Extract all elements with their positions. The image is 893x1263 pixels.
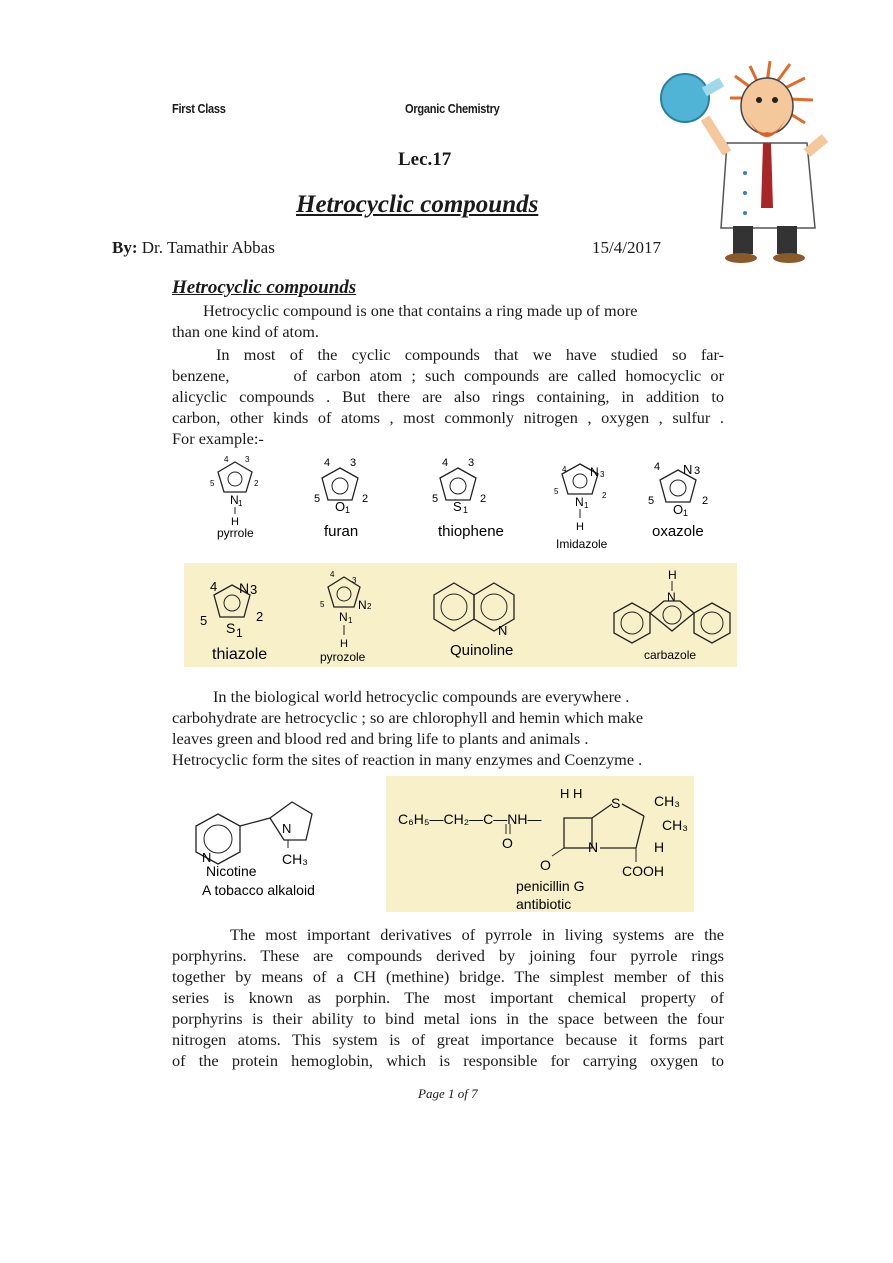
thiazole-structure — [200, 579, 267, 663]
methyl-label: CH₃ — [282, 851, 308, 867]
thiophene-label: thiophene — [438, 523, 504, 540]
atom-label: H — [340, 638, 348, 650]
page-title: Hetrocyclic compounds — [296, 191, 539, 218]
page-number: Page 1 of 7 — [418, 1086, 478, 1101]
side-chain-label: C₆H₅—CH₂—C—NH— — [398, 811, 542, 827]
nicotine-caption: A tobacco alkaloid — [202, 882, 315, 898]
quinoline-structure — [434, 583, 514, 659]
heterocycle-examples-row1 — [200, 450, 740, 560]
methyl-label: CH₃ — [662, 817, 688, 833]
atom-number: 4 — [330, 570, 335, 579]
atom-number: 3 — [600, 470, 605, 479]
pyrrole-structure — [210, 455, 259, 540]
text-line: than one kind of atom. — [172, 322, 319, 341]
pyrazole-label: pyrozole — [320, 650, 366, 664]
penicillin-caption: antibiotic — [516, 896, 572, 912]
atom-label: S — [226, 620, 236, 636]
carbazole-label: carbazole — [644, 648, 697, 662]
atom-number: 4 — [562, 465, 567, 474]
text-line: porphyrins is their ability to bind metal ions in the space between the four — [172, 1009, 724, 1028]
by-label: By: — [112, 238, 138, 257]
atom-number: 3 — [250, 582, 258, 597]
class-label: First Class — [172, 101, 226, 116]
furan-structure — [314, 457, 368, 540]
text-line: For example:- — [172, 429, 264, 448]
thiophene-structure — [432, 457, 504, 540]
text-line: benzene, of carbon atom ; such compounds are called homocyclic or — [172, 366, 724, 385]
text-line: porphyrins. These are compounds derived by joining four pyrrole rings — [172, 946, 724, 965]
paragraph-homocyclic — [172, 344, 724, 449]
oxazole-label: oxazole — [652, 523, 704, 540]
atom-number: 2 — [367, 602, 372, 611]
atom-number: 3 — [245, 455, 250, 464]
atom-number: 2 — [480, 493, 487, 505]
atom-label: S — [611, 795, 621, 811]
text-line: leaves green and blood red and bring life to plants and animals . — [172, 729, 589, 748]
atom-label: N — [339, 610, 348, 624]
atom-number: 2 — [254, 479, 259, 488]
atom-label: N — [575, 495, 584, 509]
imidazole-label: Imidazole — [556, 537, 608, 551]
atom-label: O — [335, 499, 346, 514]
text-line: Hetrocyclic form the sites of reaction in many enzymes and Coenzyme . — [172, 750, 643, 769]
atom-number: 4 — [442, 457, 449, 469]
atom-label: N — [667, 590, 676, 604]
atom-number: 1 — [238, 499, 243, 508]
oxazole-structure — [648, 461, 708, 540]
atom-number: 4 — [210, 579, 218, 594]
text-line: Hetrocyclic compound is one that contains a ring made up of more — [203, 301, 638, 320]
atom-label: N — [590, 465, 599, 479]
atom-label: H — [231, 516, 239, 528]
thiazole-label: thiazole — [212, 646, 268, 663]
atom-number: 3 — [352, 576, 357, 585]
atom-number: 3 — [350, 457, 357, 469]
penicillin-label: penicillin G — [516, 878, 585, 894]
atom-label: H H — [560, 786, 583, 801]
atom-number: 5 — [432, 493, 439, 505]
heterocycle-examples-row2 — [184, 563, 737, 667]
methyl-label: CH₃ — [654, 793, 680, 809]
paragraph-porphyrins — [172, 924, 724, 1071]
atom-label: N — [230, 493, 239, 507]
atom-number: 4 — [324, 457, 331, 469]
atom-number: 4 — [654, 461, 661, 473]
atom-label: N — [358, 598, 367, 612]
furan-label: furan — [324, 523, 359, 540]
penicillin-structure — [386, 776, 694, 912]
atom-number: 5 — [648, 495, 655, 507]
atom-label: H — [668, 568, 677, 582]
atom-label: S — [453, 499, 462, 514]
atom-number: 5 — [320, 600, 325, 609]
atom-number: 1 — [236, 626, 243, 640]
atom-label: O — [502, 835, 513, 851]
atom-number: 5 — [200, 613, 208, 628]
text-line: In the biological world hetrocyclic compounds are everywhere . — [213, 687, 630, 706]
atom-label: O — [540, 857, 551, 873]
paragraph-definition — [172, 300, 724, 342]
atom-number: 4 — [224, 455, 229, 464]
text-line: carbon, other kinds of atoms , most commonly nitrogen , oxygen , sulfur . — [172, 408, 724, 427]
quinoline-label: Quinoline — [450, 642, 514, 659]
atom-number: 5 — [314, 493, 321, 505]
atom-label: N — [683, 462, 693, 477]
lecture-date: 15/4/2017 — [592, 238, 661, 257]
atom-number: 2 — [602, 491, 607, 500]
author-name: Dr. Tamathir Abbas — [141, 238, 275, 257]
carboxyl-label: COOH — [622, 863, 664, 879]
atom-label: N — [282, 821, 292, 836]
atom-label: H — [576, 521, 584, 533]
atom-label: N — [498, 623, 508, 638]
text-line: carbohydrate are hetrocyclic ; so are chlorophyll and hemin which make — [172, 708, 644, 727]
lecture-number: Lec.17 — [398, 149, 452, 170]
atom-number: 5 — [554, 487, 559, 496]
atom-label: N — [239, 580, 250, 596]
atom-number: 1 — [584, 501, 589, 510]
atom-label: H — [654, 839, 665, 855]
flask-icon — [661, 74, 724, 122]
atom-number: 5 — [210, 479, 215, 488]
text-line: of the protein hemoglobin, which is responsible for carrying oxygen to — [172, 1051, 724, 1070]
atom-label: N — [202, 850, 212, 865]
text-line: alicyclic compounds . But there are also rings containing, in addition to — [172, 387, 724, 406]
scientist-illustration — [655, 58, 835, 268]
nicotine-structure — [190, 800, 370, 910]
pyrrole-label: pyrrole — [217, 526, 254, 540]
atom-label: N — [588, 839, 599, 855]
pyrazole-structure — [320, 570, 372, 664]
byline — [112, 238, 275, 258]
atom-number: 1 — [348, 616, 353, 625]
atom-number: 1 — [463, 505, 469, 515]
atom-number: 3 — [694, 465, 701, 477]
imidazole-structure — [554, 464, 608, 551]
carbazole-structure — [614, 568, 730, 662]
atom-number: 1 — [345, 505, 351, 515]
text-line: series is known as porphin. The most important chemical property of — [172, 988, 724, 1007]
text-line: In most of the cyclic compounds that we have studied so far- — [216, 345, 724, 364]
text-line: nitrogen atoms. This system is of great importance because it forms part — [172, 1030, 724, 1049]
text-line: The most important derivatives of pyrrole in living systems are the — [230, 925, 724, 944]
atom-number: 1 — [683, 508, 689, 518]
atom-number: 2 — [362, 493, 369, 505]
text-line: together by means of a CH (methine) bridge. The simplest member of this — [172, 967, 724, 986]
atom-number: 2 — [256, 609, 264, 624]
atom-label: O — [673, 502, 684, 517]
atom-number: 3 — [468, 457, 475, 469]
nicotine-label: Nicotine — [206, 863, 257, 879]
subject-label: Organic Chemistry — [405, 101, 500, 116]
paragraph-biological — [172, 686, 724, 770]
section-heading: Hetrocyclic compounds — [172, 277, 357, 298]
atom-number: 2 — [702, 495, 709, 507]
